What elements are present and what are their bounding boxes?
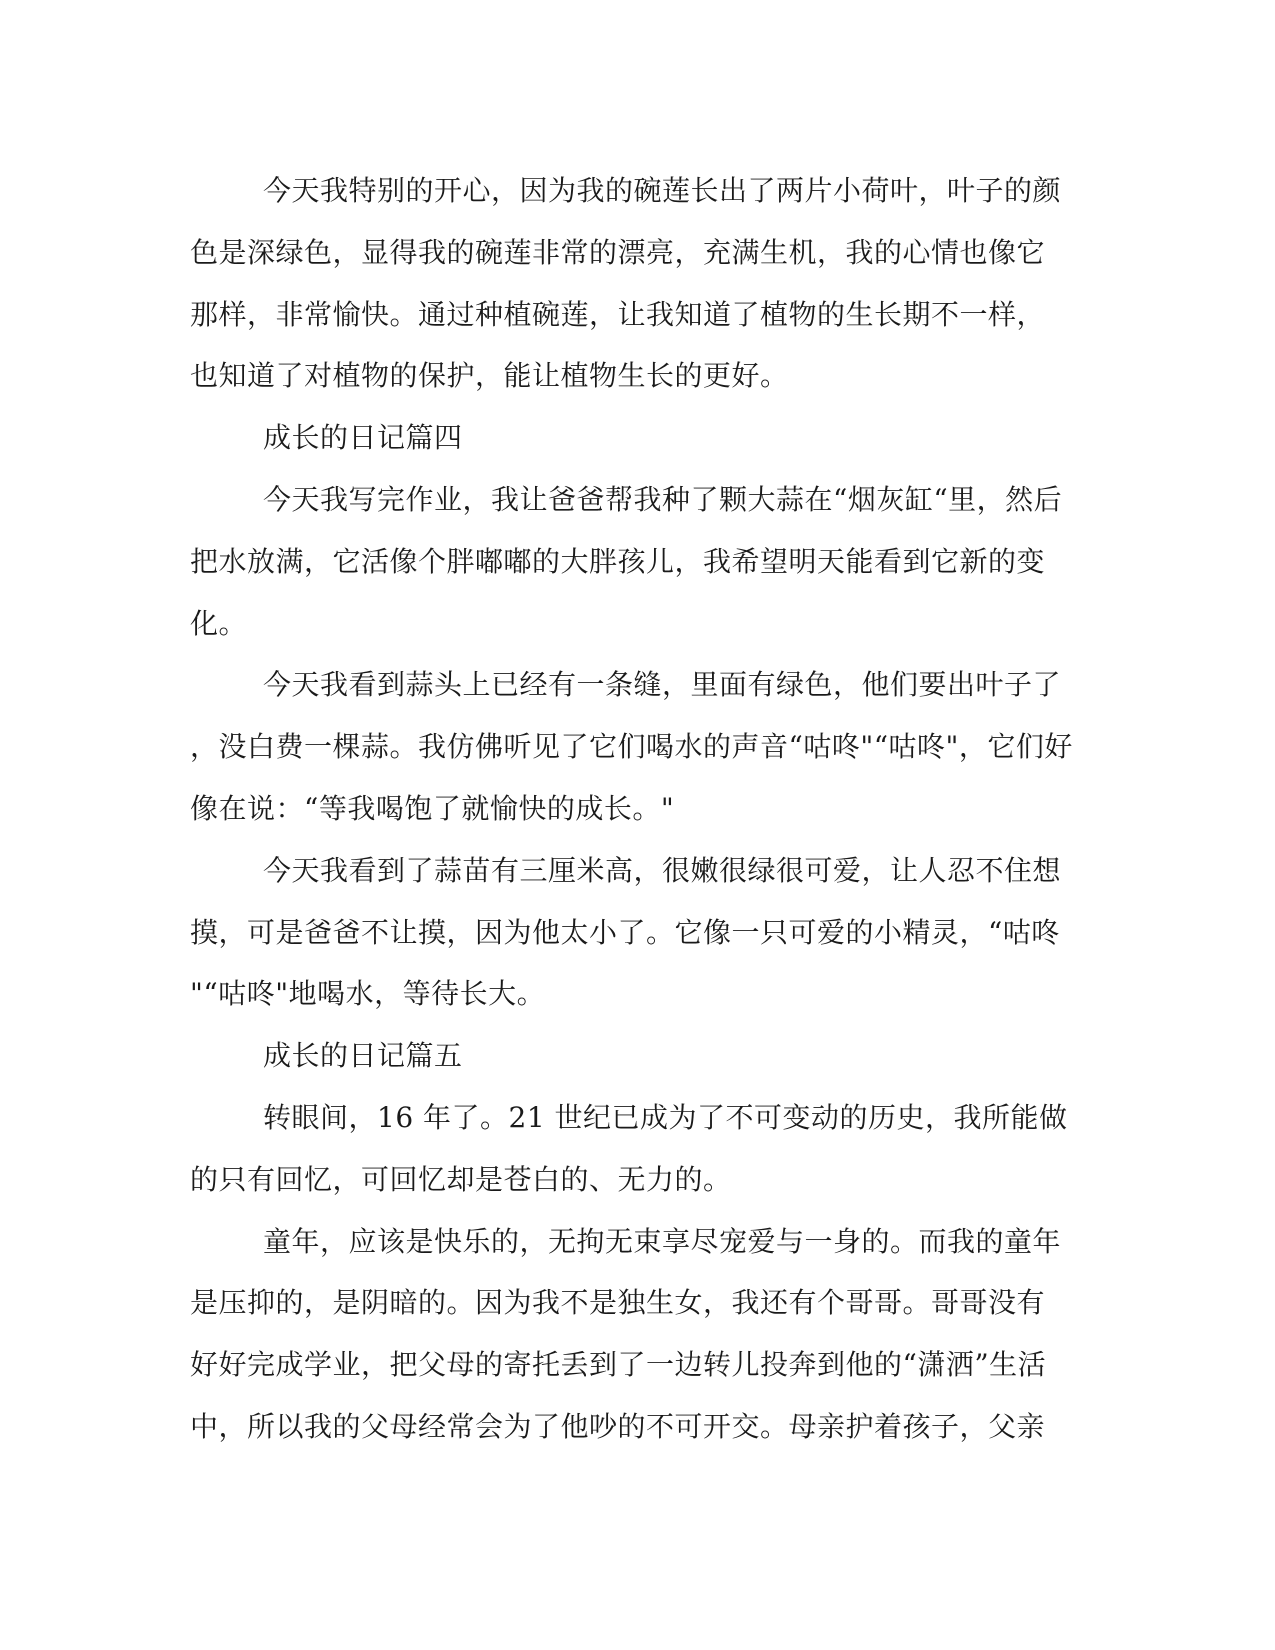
- text-line: 像在说：“等我喝饱了就愉快的成长。": [190, 791, 675, 825]
- text-line: 中，所以我的父母经常会为了他吵的不可开交。母亲护着孩子，父亲: [190, 1409, 1046, 1443]
- text-line: 今天我写完作业，我让爸爸帮我种了颗大蒜在“烟灰缸“里，然后: [263, 482, 1063, 516]
- text-line: 那样，非常愉快。通过种植碗莲，让我知道了植物的生长期不一样，: [190, 297, 1046, 331]
- text-line: 把水放满，它活像个胖嘟嘟的大胖孩儿，我希望明天能看到它新的变: [190, 544, 1046, 578]
- text-line: 好好完成学业，把父母的寄托丢到了一边转儿投奔到他的“潇洒”生活: [190, 1348, 1047, 1382]
- text-line: 是压抑的，是阴暗的。因为我不是独生女，我还有个哥哥。哥哥没有: [190, 1286, 1046, 1320]
- text-line: 童年，应该是快乐的，无拘无束享尽宠爱与一身的。而我的童年: [263, 1224, 1062, 1258]
- section-heading: 成长的日记篇四: [263, 421, 463, 455]
- text-line: 转眼间，16 年了。21 世纪已成为了不可变动的历史，我所能做: [263, 1100, 1068, 1134]
- text-line: 摸，可是爸爸不让摸，因为他太小了。它像一只可爱的小精灵，“咕咚: [190, 915, 1060, 949]
- text-line: ，没白费一棵蒜。我仿佛听见了它们喝水的声音“咕咚"“咕咚"，它们好: [190, 730, 1073, 764]
- text-line: 色是深绿色，显得我的碗莲非常的漂亮，充满生机，我的心情也像它: [190, 235, 1046, 269]
- text-line: 今天我特别的开心，因为我的碗莲长出了两片小荷叶，叶子的颜: [263, 174, 1062, 207]
- section-heading: 成长的日记篇五: [263, 1039, 463, 1073]
- text-line: 的只有回忆，可回忆却是苍白的、无力的。: [190, 1162, 732, 1196]
- document-body: [190, 160, 1090, 1458]
- text-line: 今天我看到了蒜苗有三厘米高，很嫩很绿很可爱，让人忍不住想: [263, 853, 1062, 887]
- text-line: 也知道了对植物的保护，能让植物生长的更好。: [190, 359, 789, 393]
- text-line: 今天我看到蒜头上已经有一条缝，里面有绿色，他们要出叶子了: [263, 668, 1062, 702]
- text-line: "“咕咚"地喝水，等待长大。: [190, 977, 546, 1011]
- text-line: 化。: [190, 606, 248, 640]
